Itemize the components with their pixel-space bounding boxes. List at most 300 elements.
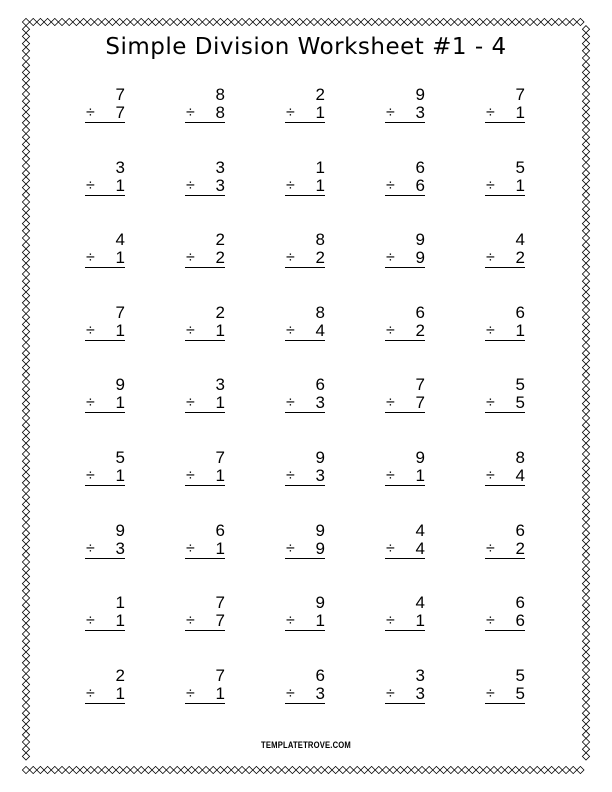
divisor: 3 xyxy=(415,103,425,122)
border-diamond xyxy=(22,256,29,263)
division-problem xyxy=(158,449,258,522)
border-diamond xyxy=(354,18,361,25)
divisor: 1 xyxy=(415,465,425,485)
border-diamond xyxy=(22,753,29,760)
border-diamond xyxy=(123,18,130,25)
border-diamond xyxy=(22,544,29,551)
division-sign: ÷ xyxy=(86,539,95,557)
border-diamond xyxy=(582,486,589,493)
division-sign: ÷ xyxy=(86,612,95,630)
border-diamond xyxy=(582,558,589,565)
border-diamond xyxy=(22,162,29,169)
border-diamond xyxy=(22,105,29,112)
border-diamond xyxy=(582,198,589,205)
division-sign: ÷ xyxy=(86,466,95,484)
border-diamond xyxy=(109,18,116,25)
border-diamond xyxy=(582,458,589,465)
divisor-row xyxy=(285,467,325,486)
border-diamond xyxy=(582,148,589,155)
division-problem xyxy=(358,86,458,159)
border-diamond xyxy=(519,18,526,25)
border-diamond xyxy=(582,220,589,227)
border-diamond xyxy=(582,213,589,220)
border-diamond xyxy=(246,18,253,25)
border-diamond xyxy=(22,724,29,731)
dividend: 3 xyxy=(215,375,225,395)
border-diamond xyxy=(22,314,29,321)
divisor-row xyxy=(385,685,425,704)
border-diamond xyxy=(22,587,29,594)
border-diamond xyxy=(582,537,589,544)
division-sign: ÷ xyxy=(186,104,195,121)
border-diamond xyxy=(411,766,418,773)
border-diamond xyxy=(22,350,29,357)
dividend: 7 xyxy=(215,593,225,613)
divisor: 1 xyxy=(315,175,325,195)
border-diamond xyxy=(51,18,58,25)
division-sign: ÷ xyxy=(186,394,195,412)
border-diamond xyxy=(22,184,29,191)
division-problem xyxy=(258,522,358,595)
border-diamond xyxy=(548,18,555,25)
border-diamond xyxy=(368,18,375,25)
border-diamond xyxy=(238,766,245,773)
border-diamond xyxy=(582,429,589,436)
dividend: 9 xyxy=(115,520,125,540)
border-diamond xyxy=(289,766,296,773)
border-diamond xyxy=(433,18,440,25)
border-diamond xyxy=(22,659,29,666)
border-diamond xyxy=(447,18,454,25)
border-diamond xyxy=(582,731,589,738)
border-diamond xyxy=(582,242,589,249)
border-diamond xyxy=(231,766,238,773)
border-diamond xyxy=(22,710,29,717)
border-diamond xyxy=(582,155,589,162)
dividend: 7 xyxy=(115,302,125,322)
border-diamond xyxy=(210,766,217,773)
border-diamond xyxy=(582,278,589,285)
border-diamond xyxy=(582,681,589,688)
divisor-row xyxy=(85,249,125,268)
divisor-row xyxy=(85,394,125,413)
divisor-row xyxy=(285,540,325,559)
divisor-row xyxy=(485,540,525,559)
division-problem xyxy=(258,304,358,377)
divisor-row xyxy=(185,177,225,196)
dividend: 2 xyxy=(315,85,325,104)
division-sign: ÷ xyxy=(186,539,195,557)
border-diamond xyxy=(582,544,589,551)
border-diamond xyxy=(22,508,29,515)
division-problem xyxy=(458,86,558,159)
division-sign: ÷ xyxy=(386,104,395,121)
division-problem xyxy=(458,231,558,304)
border-diamond xyxy=(195,18,202,25)
border-diamond xyxy=(555,18,562,25)
divisor-row xyxy=(485,104,525,123)
border-diamond xyxy=(582,69,589,76)
border-diamond xyxy=(73,766,80,773)
divisor-row xyxy=(285,685,325,704)
division-problem xyxy=(358,594,458,667)
division-problem xyxy=(58,376,158,449)
border-diamond xyxy=(210,18,217,25)
border-diamond xyxy=(582,630,589,637)
border-diamond xyxy=(181,18,188,25)
division-sign: ÷ xyxy=(86,104,95,121)
border-diamond xyxy=(582,566,589,573)
divisor: 1 xyxy=(115,611,125,631)
divisor-row xyxy=(485,322,525,341)
border-diamond xyxy=(22,119,29,126)
divisor: 6 xyxy=(515,611,525,631)
division-sign: ÷ xyxy=(186,612,195,630)
border-diamond xyxy=(22,522,29,529)
divisor: 1 xyxy=(515,175,525,195)
divisor: 2 xyxy=(215,248,225,268)
divisor: 9 xyxy=(315,538,325,558)
dividend: 4 xyxy=(415,593,425,613)
border-diamond xyxy=(582,393,589,400)
border-diamond xyxy=(582,443,589,450)
border-diamond xyxy=(22,652,29,659)
divisor: 1 xyxy=(215,393,225,413)
border-diamond xyxy=(582,105,589,112)
border-diamond xyxy=(318,18,325,25)
border-diamond xyxy=(490,18,497,25)
dividend: 7 xyxy=(515,85,525,104)
border-diamond xyxy=(426,766,433,773)
border-diamond xyxy=(282,18,289,25)
border-diamond xyxy=(224,18,231,25)
division-problem xyxy=(358,376,458,449)
border-diamond xyxy=(404,766,411,773)
border-diamond xyxy=(22,702,29,709)
divisor: 5 xyxy=(515,683,525,703)
border-diamond xyxy=(469,766,476,773)
border-diamond xyxy=(582,717,589,724)
divisor-row xyxy=(285,612,325,631)
divisor: 1 xyxy=(215,320,225,340)
division-problem xyxy=(358,159,458,232)
divisor: 1 xyxy=(115,248,125,268)
border-diamond xyxy=(22,458,29,465)
border-diamond xyxy=(22,357,29,364)
border-diamond xyxy=(582,674,589,681)
border-diamond xyxy=(582,227,589,234)
border-diamond xyxy=(22,198,29,205)
divisor-row xyxy=(85,612,125,631)
border-diamond xyxy=(274,18,281,25)
border-diamond xyxy=(22,299,29,306)
border-diamond xyxy=(582,270,589,277)
border-diamond xyxy=(582,515,589,522)
dividend: 4 xyxy=(515,230,525,250)
border-diamond xyxy=(22,134,29,141)
dividend: 8 xyxy=(215,85,225,104)
division-sign: ÷ xyxy=(486,466,495,484)
dividend: 6 xyxy=(415,157,425,177)
border-diamond xyxy=(22,695,29,702)
division-sign: ÷ xyxy=(386,394,395,412)
divisor: 1 xyxy=(215,538,225,558)
border-diamond xyxy=(354,766,361,773)
border-diamond xyxy=(582,472,589,479)
border-diamond xyxy=(325,766,332,773)
divisor-row xyxy=(485,685,525,704)
border-diamond xyxy=(66,766,73,773)
border-diamond xyxy=(22,436,29,443)
division-problem xyxy=(58,86,158,159)
border-diamond xyxy=(582,112,589,119)
border-diamond xyxy=(22,220,29,227)
border-diamond xyxy=(582,177,589,184)
border-diamond xyxy=(66,18,73,25)
dividend: 1 xyxy=(115,593,125,613)
border-diamond xyxy=(325,18,332,25)
division-problem xyxy=(458,522,558,595)
border-diamond xyxy=(526,766,533,773)
border-diamond xyxy=(166,766,173,773)
divisor-row xyxy=(385,467,425,486)
division-problem xyxy=(358,667,458,740)
border-diamond xyxy=(22,393,29,400)
dividend: 8 xyxy=(515,447,525,467)
border-diamond xyxy=(498,18,505,25)
divisor: 1 xyxy=(115,320,125,340)
border-diamond xyxy=(22,450,29,457)
border-diamond xyxy=(582,479,589,486)
divisor: 2 xyxy=(315,248,325,268)
divisor-row xyxy=(485,394,525,413)
divisor: 1 xyxy=(515,320,525,340)
divisor: 3 xyxy=(315,683,325,703)
division-problem xyxy=(58,522,158,595)
division-sign: ÷ xyxy=(286,539,295,557)
divisor-row xyxy=(485,249,525,268)
border-diamond xyxy=(582,623,589,630)
border-diamond xyxy=(94,766,101,773)
border-diamond xyxy=(519,766,526,773)
division-problem xyxy=(358,449,458,522)
border-diamond xyxy=(202,18,209,25)
border-diamond xyxy=(582,83,589,90)
division-problem xyxy=(258,86,358,159)
dividend: 8 xyxy=(315,302,325,322)
border-diamond xyxy=(582,551,589,558)
border-diamond xyxy=(582,76,589,83)
border-diamond xyxy=(555,766,562,773)
border-diamond xyxy=(22,306,29,313)
problem-grid xyxy=(58,86,558,739)
border-diamond xyxy=(375,766,382,773)
border-diamond xyxy=(582,62,589,69)
border-diamond xyxy=(22,335,29,342)
border-diamond xyxy=(534,18,541,25)
border-diamond xyxy=(22,594,29,601)
border-diamond xyxy=(116,766,123,773)
border-diamond xyxy=(570,18,577,25)
border-diamond xyxy=(51,766,58,773)
border-diamond xyxy=(582,746,589,753)
divisor: 7 xyxy=(215,611,225,631)
division-sign: ÷ xyxy=(486,249,495,267)
divisor: 4 xyxy=(315,320,325,340)
border-diamond xyxy=(548,766,555,773)
border-diamond xyxy=(217,766,224,773)
division-sign: ÷ xyxy=(86,684,95,702)
divisor-row xyxy=(485,177,525,196)
division-sign: ÷ xyxy=(486,394,495,412)
page-title: Simple Division Worksheet #1 - 4 xyxy=(105,34,507,60)
divisor: 1 xyxy=(115,465,125,485)
divisor-row xyxy=(385,612,425,631)
border-diamond xyxy=(447,766,454,773)
dividend: 9 xyxy=(315,447,325,467)
border-diamond xyxy=(22,580,29,587)
border-diamond xyxy=(22,681,29,688)
border-diamond xyxy=(476,766,483,773)
border-diamond xyxy=(22,472,29,479)
division-sign: ÷ xyxy=(286,249,295,267)
border-diamond xyxy=(582,609,589,616)
border-diamond xyxy=(22,141,29,148)
divisor: 9 xyxy=(415,248,425,268)
division-problem xyxy=(158,594,258,667)
border-diamond xyxy=(582,378,589,385)
divisor-row xyxy=(285,104,325,123)
divisor: 1 xyxy=(215,683,225,703)
border-diamond xyxy=(582,580,589,587)
border-diamond xyxy=(22,98,29,105)
border-diamond xyxy=(22,18,29,25)
border-diamond xyxy=(582,724,589,731)
border-diamond xyxy=(582,702,589,709)
border-diamond xyxy=(87,18,94,25)
border-diamond xyxy=(577,18,584,25)
border-diamond xyxy=(375,18,382,25)
border-diamond xyxy=(22,443,29,450)
divisor-row xyxy=(385,394,425,413)
border-diamond xyxy=(582,350,589,357)
border-diamond xyxy=(224,766,231,773)
border-diamond xyxy=(534,766,541,773)
border-diamond xyxy=(483,18,490,25)
division-sign: ÷ xyxy=(186,249,195,267)
border-diamond xyxy=(238,18,245,25)
border-diamond xyxy=(361,18,368,25)
border-diamond xyxy=(130,18,137,25)
divisor-row xyxy=(185,540,225,559)
dividend: 5 xyxy=(515,665,525,685)
border-diamond xyxy=(22,249,29,256)
divisor: 7 xyxy=(415,393,425,413)
border-diamond xyxy=(22,717,29,724)
divisor: 3 xyxy=(215,175,225,195)
border-diamond xyxy=(582,587,589,594)
border-diamond xyxy=(368,766,375,773)
division-sign: ÷ xyxy=(286,684,295,702)
border-diamond xyxy=(58,18,65,25)
border-diamond xyxy=(30,18,37,25)
border-diamond xyxy=(582,162,589,169)
border-diamond xyxy=(22,170,29,177)
division-problem xyxy=(358,231,458,304)
border-diamond xyxy=(22,278,29,285)
border-diamond xyxy=(418,766,425,773)
dividend: 7 xyxy=(215,447,225,467)
border-diamond xyxy=(22,227,29,234)
border-diamond xyxy=(22,486,29,493)
border-diamond xyxy=(582,126,589,133)
division-problem xyxy=(58,594,158,667)
border-diamond xyxy=(582,263,589,270)
border-diamond xyxy=(582,206,589,213)
border-diamond xyxy=(582,328,589,335)
border-diamond xyxy=(231,18,238,25)
border-diamond xyxy=(582,638,589,645)
border-diamond xyxy=(582,285,589,292)
divisor: 1 xyxy=(115,175,125,195)
border-diamond xyxy=(145,18,152,25)
dividend: 4 xyxy=(415,520,425,540)
border-diamond xyxy=(22,126,29,133)
border-diamond xyxy=(483,766,490,773)
border-diamond xyxy=(462,766,469,773)
border-diamond xyxy=(58,766,65,773)
border-diamond xyxy=(582,357,589,364)
divisor: 1 xyxy=(115,393,125,413)
border-diamond xyxy=(541,18,548,25)
border-diamond xyxy=(582,753,589,760)
division-problem xyxy=(458,159,558,232)
border-diamond xyxy=(526,18,533,25)
divisor: 3 xyxy=(315,465,325,485)
border-diamond xyxy=(397,18,404,25)
dividend: 3 xyxy=(215,157,225,177)
border-diamond xyxy=(582,508,589,515)
border-diamond xyxy=(87,766,94,773)
border-diamond xyxy=(454,18,461,25)
border-diamond xyxy=(274,766,281,773)
dividend: 9 xyxy=(415,230,425,250)
division-problem xyxy=(458,304,558,377)
border-diamond xyxy=(37,766,44,773)
border-diamond xyxy=(22,328,29,335)
divisor: 8 xyxy=(215,103,225,122)
border-diamond xyxy=(310,766,317,773)
border-diamond xyxy=(152,18,159,25)
border-diamond xyxy=(582,234,589,241)
dividend: 5 xyxy=(115,447,125,467)
dividend: 7 xyxy=(215,665,225,685)
border-diamond xyxy=(404,18,411,25)
border-diamond xyxy=(267,766,274,773)
border-diamond xyxy=(582,422,589,429)
division-sign: ÷ xyxy=(386,176,395,194)
border-diamond xyxy=(22,638,29,645)
divisor: 3 xyxy=(315,393,325,413)
divisor: 3 xyxy=(415,683,425,703)
dividend: 6 xyxy=(315,375,325,395)
border-diamond xyxy=(310,18,317,25)
border-diamond xyxy=(174,766,181,773)
border-diamond xyxy=(94,18,101,25)
border-diamond xyxy=(22,234,29,241)
division-problem xyxy=(158,231,258,304)
division-sign: ÷ xyxy=(386,684,395,702)
